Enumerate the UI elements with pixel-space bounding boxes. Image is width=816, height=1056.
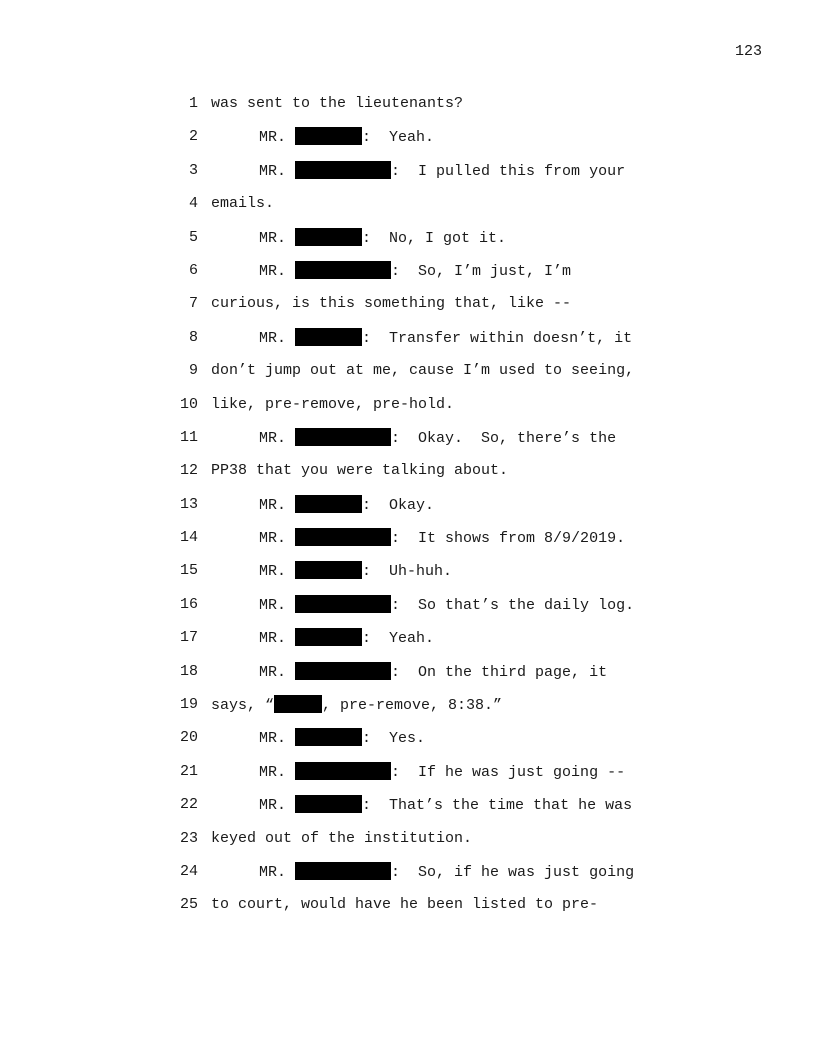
line-number: 4 — [188, 195, 198, 213]
speaker-title: MR. — [259, 229, 287, 247]
redaction-block — [295, 328, 362, 346]
redaction-block — [295, 261, 391, 279]
transcript-line — [0, 528, 816, 561]
speaker-line-text — [259, 862, 634, 883]
redaction-block — [295, 595, 391, 613]
transcript-line — [0, 829, 816, 862]
speaker-title: MR. — [259, 429, 287, 447]
line-text-content: : If he was just going -- — [391, 763, 626, 781]
line-number: 5 — [188, 228, 198, 246]
line-text-content: : On the third page, it — [391, 663, 608, 681]
speaker-title: MR. — [259, 797, 287, 815]
page-number: 123 — [734, 43, 762, 60]
line-text-content: : Yeah. — [362, 129, 435, 147]
line-text-content: : Okay. So, there’s the — [391, 429, 617, 447]
redaction-block — [295, 628, 362, 646]
line-text-content: curious, is this something that, like -- — [211, 295, 572, 313]
redaction-block — [295, 795, 362, 813]
line-text-content: : Yeah. — [362, 630, 435, 648]
speaker-line-text — [259, 228, 506, 249]
line-text-content: : So that’s the daily log. — [391, 596, 635, 614]
transcript-line — [0, 461, 816, 494]
line-number: 23 — [179, 829, 198, 847]
line-text-content: emails. — [211, 195, 275, 213]
redaction-block — [295, 161, 391, 179]
transcript-line — [0, 862, 816, 895]
line-text-content: says, “ — [211, 697, 275, 715]
line-text-content: : That’s the time that he was — [362, 797, 633, 815]
redaction-block — [295, 762, 391, 780]
transcript-line — [0, 328, 816, 361]
transcript-line — [0, 762, 816, 795]
transcript-line — [0, 795, 816, 828]
line-text-content: to court, would have he been listed to pre- — [211, 896, 599, 914]
line-number: 13 — [179, 495, 198, 513]
line-number: 9 — [188, 362, 198, 380]
line-text-content: PP38 that you were talking about. — [211, 462, 509, 480]
line-text-content: : So, I’m just, I’m — [391, 262, 572, 280]
line-text — [211, 395, 454, 415]
line-text — [211, 829, 472, 849]
line-text-content: keyed out of the institution. — [211, 829, 473, 847]
line-text — [211, 194, 274, 214]
speaker-title: MR. — [259, 763, 287, 781]
line-text — [211, 695, 502, 716]
transcript-body — [0, 94, 816, 929]
speaker-line-text — [259, 328, 632, 349]
speaker-line-text — [259, 795, 632, 816]
redaction-block — [295, 561, 362, 579]
line-number: 14 — [179, 529, 198, 547]
line-number: 12 — [179, 462, 198, 480]
line-text-content: : Okay. — [362, 496, 435, 514]
redaction-block — [295, 728, 362, 746]
line-number: 25 — [179, 896, 198, 914]
transcript-line — [0, 561, 816, 594]
line-text-content: was sent to the lieutenants? — [211, 95, 464, 112]
speaker-line-text — [259, 595, 634, 616]
line-number: 15 — [179, 562, 198, 580]
speaker-line-text — [259, 662, 607, 683]
line-number: 18 — [179, 662, 198, 680]
line-text-content: don’t jump out at me, cause I’m used to seeing, — [211, 362, 635, 380]
speaker-title: MR. — [259, 863, 287, 881]
line-text-content: : Uh-huh. — [362, 563, 453, 581]
transcript-line — [0, 428, 816, 461]
speaker-title: MR. — [259, 162, 287, 180]
speaker-title: MR. — [259, 262, 287, 280]
speaker-line-text — [259, 728, 425, 749]
speaker-title: MR. — [259, 496, 287, 514]
line-number: 16 — [179, 595, 198, 613]
speaker-line-text — [259, 127, 434, 148]
line-text-content: : It shows from 8/9/2019. — [391, 530, 626, 548]
line-number: 22 — [179, 796, 198, 814]
transcript-line — [0, 628, 816, 661]
transcript-line — [0, 294, 816, 327]
line-text-content: : Yes. — [362, 730, 426, 748]
line-number: 6 — [188, 261, 198, 279]
line-number: 17 — [179, 629, 198, 647]
line-text-content: : No, I got it. — [362, 229, 507, 247]
speaker-title: MR. — [259, 663, 287, 681]
line-number: 1 — [188, 95, 198, 112]
speaker-line-text — [259, 561, 452, 582]
speaker-title: MR. — [259, 596, 287, 614]
line-text — [211, 461, 508, 481]
speaker-line-text — [259, 428, 616, 449]
line-text-content: : I pulled this from your — [391, 162, 626, 180]
line-number: 3 — [188, 161, 198, 179]
line-text-content: : Transfer within doesn’t, it — [362, 329, 633, 347]
speaker-title: MR. — [259, 329, 287, 347]
speaker-line-text — [259, 261, 571, 282]
transcript-line — [0, 595, 816, 628]
line-number: 20 — [179, 729, 198, 747]
transcript-line — [0, 127, 816, 160]
line-number: 10 — [179, 395, 198, 413]
line-text — [211, 361, 634, 381]
transcript-line — [0, 228, 816, 261]
redaction-block — [295, 862, 391, 880]
transcript-line — [0, 395, 816, 428]
speaker-title: MR. — [259, 530, 287, 548]
line-number: 2 — [188, 128, 198, 146]
line-text — [211, 294, 571, 314]
speaker-line-text — [259, 161, 625, 182]
line-number: 7 — [188, 295, 198, 313]
speaker-title: MR. — [259, 630, 287, 648]
speaker-line-text — [259, 495, 434, 516]
transcript-line — [0, 361, 816, 394]
line-number: 19 — [179, 696, 198, 714]
redaction-block — [295, 495, 362, 513]
transcript-line — [0, 161, 816, 194]
line-number: 21 — [179, 762, 198, 780]
line-text-content: like, pre-remove, pre-hold. — [211, 395, 455, 413]
speaker-title: MR. — [259, 129, 287, 147]
transcript-line — [0, 662, 816, 695]
line-number: 11 — [179, 428, 198, 446]
transcript-line — [0, 94, 816, 127]
line-text — [211, 895, 598, 915]
transcript-line — [0, 695, 816, 728]
redaction-block — [295, 127, 362, 145]
line-number: 8 — [188, 328, 198, 346]
redaction-block — [295, 428, 391, 446]
line-text-content: , pre-remove, 8:38.” — [322, 697, 503, 715]
transcript-line — [0, 194, 816, 227]
speaker-line-text — [259, 528, 625, 549]
line-text — [211, 94, 463, 114]
transcript-line — [0, 895, 816, 928]
redaction-block — [295, 528, 391, 546]
redaction-block — [295, 662, 391, 680]
transcript-line — [0, 728, 816, 761]
speaker-title: MR. — [259, 730, 287, 748]
speaker-line-text — [259, 762, 625, 783]
redaction-block — [295, 228, 362, 246]
transcript-line — [0, 495, 816, 528]
redaction-block — [274, 695, 322, 713]
line-text-content: : So, if he was just going — [391, 863, 635, 881]
speaker-line-text — [259, 628, 434, 649]
speaker-title: MR. — [259, 563, 287, 581]
transcript-line — [0, 261, 816, 294]
line-number: 24 — [179, 862, 198, 880]
